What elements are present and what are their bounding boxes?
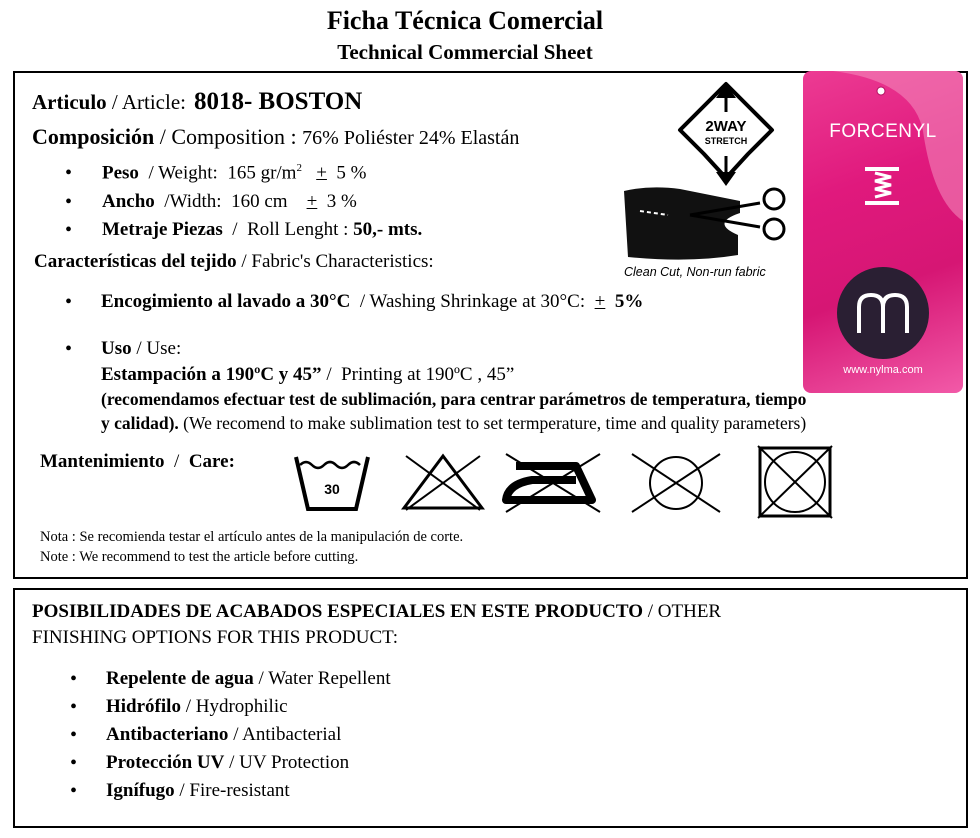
bullet: • <box>70 780 78 802</box>
finishing-item: Protección UV / UV Protection <box>106 752 350 773</box>
care-label-en: Care: <box>188 451 235 472</box>
bullet: • <box>70 724 78 746</box>
printing-es: Estampación a 190ºC y 45” <box>101 364 322 385</box>
bullet: • <box>65 338 73 360</box>
scissors-fabric-icon <box>620 183 796 265</box>
spec-weight-value: 165 gr/m <box>227 162 297 184</box>
no-iron-icon <box>502 452 602 514</box>
tag-brand: FORCENYL <box>829 121 937 142</box>
composition-line: Composición / Composition : 76% Poliéster 24% Elastán <box>32 124 520 149</box>
spec-width-label-es: Ancho <box>102 191 155 212</box>
two-way-stretch-icon <box>668 80 784 190</box>
bullet: • <box>65 291 73 313</box>
spec-width-value: 160 cm <box>231 191 288 212</box>
finishing-item-es: Antibacteriano <box>106 724 229 745</box>
finishing-item-es: Protección UV <box>106 752 225 773</box>
article-line: Articulo / Article: 8018- BOSTON <box>32 88 363 115</box>
spec-weight-sup: 2 <box>296 162 302 174</box>
spec-roll-value: 50,- mts. <box>353 219 423 240</box>
stretch-line2: STRETCH <box>704 136 748 146</box>
stretch-line1: 2WAY <box>705 118 747 135</box>
bullet: • <box>70 696 78 718</box>
characteristics-label-en: Fabric's Characteristics: <box>251 251 434 272</box>
finishing-item: Repelente de agua / Water Repellent <box>106 668 391 689</box>
spec-weight: Peso / Weight: 165 $gr/m^2$ + 5 % <box>102 162 367 184</box>
bullet: • <box>65 191 73 213</box>
characteristics-label-es: Características del tejido <box>34 251 237 272</box>
finishing-item-en: UV Protection <box>239 752 350 773</box>
finishing-title-en-1: OTHER <box>657 601 722 622</box>
tag-url: www.nylma.com <box>843 364 923 376</box>
spec-weight-pm: + <box>316 162 327 184</box>
spec-width-label-en: /Width: <box>164 191 222 212</box>
no-bleach-icon <box>398 452 488 512</box>
recommendation-es-1: (recomendamos efectuar test de sublimación, para centrar parámetros de temperatura, tiempo <box>101 389 807 409</box>
use-heading: Uso / Use: <box>101 338 182 359</box>
recommendation-es-2: y calidad). <box>101 413 179 433</box>
page-title: Ficha Técnica Comercial <box>326 6 604 35</box>
spec-weight-label-es: Peso <box>102 162 139 184</box>
recommendation-line-2 <box>101 413 806 434</box>
finishing-item-es: Hidrófilo <box>106 696 181 717</box>
finishing-title-es: POSIBILIDADES DE ACABADOS ESPECIALES EN ESTE PRODUCTO <box>32 601 643 622</box>
use-label-es: Uso <box>101 338 132 359</box>
no-dry-clean-icon <box>628 452 724 514</box>
note-en: Note : We recommend to test the article before cutting. <box>40 549 359 565</box>
page-subtitle: Technical Commercial Sheet <box>337 40 593 64</box>
recommendation-en: (We recomend to make sublimation test to set termperature, time and quality parameters) <box>183 413 807 433</box>
finishing-item: Hidrófilo / Hydrophilic <box>106 696 288 717</box>
shrinkage-label-en: Washing Shrinkage at 30°C: <box>369 291 586 312</box>
composition-value: 76% Poliéster 24% Elastán <box>302 127 520 149</box>
article-label-es: Articulo <box>32 90 107 114</box>
wash-temp: 30 <box>324 481 340 497</box>
care-label-es: Mantenimiento <box>40 451 165 472</box>
spec-roll: Metraje Piezas / Roll Lenght : 50,- mts. <box>102 219 423 240</box>
bullet: • <box>70 752 78 774</box>
printing-line: Estampación a 190ºC y 45” / Printing at 190ºC , 45” <box>101 364 515 385</box>
spec-weight-tol: 5 % <box>336 162 367 184</box>
article-value: 8018- BOSTON <box>193 88 363 115</box>
spec-roll-label-es: Metraje Piezas <box>102 219 223 240</box>
tag-shape-icon <box>803 71 963 393</box>
bullet: • <box>65 162 73 184</box>
note-es: Nota : Se recomienda testar el artículo antes de la manipulación de corte. <box>40 529 464 545</box>
spec-width-pm: + <box>306 191 318 212</box>
finishing-item-en: Hydrophilic <box>195 696 288 717</box>
shrinkage-pm: + <box>594 291 606 312</box>
spec-roll-label-en: Roll Lenght : <box>247 219 349 240</box>
bullet: • <box>65 219 73 241</box>
printing-en: Printing at 190ºC , 45” <box>341 364 515 385</box>
spec-weight-label-en: Weight: <box>158 162 218 184</box>
brand-tag <box>803 71 963 393</box>
finishing-item-es: Ignífugo <box>106 780 175 801</box>
characteristics-heading: Características del tejido / Fabric's Characteristics: <box>34 251 434 272</box>
use-label-en: Use: <box>146 338 182 359</box>
article-label-en: Article: <box>121 90 186 114</box>
no-tumble-dry-icon <box>752 442 838 522</box>
finishing-item-en: Fire-resistant <box>189 780 290 801</box>
bullet: • <box>70 668 78 690</box>
finishing-item-en: Antibacterial <box>242 724 342 745</box>
shrinkage-label-es: Encogimiento al lavado a 30°C <box>101 291 351 312</box>
composition-label-en: Composition : <box>171 124 297 149</box>
clean-cut-caption: Clean Cut, Non-run fabric <box>624 265 766 279</box>
finishing-item: Ignífugo / Fire-resistant <box>106 780 290 801</box>
spec-width <box>102 191 357 213</box>
finishing-title-line1: POSIBILIDADES DE ACABADOS ESPECIALES EN ESTE PRODUCTO / OTHER <box>32 601 722 622</box>
finishing-item-en: Water Repellent <box>268 668 391 689</box>
wash-30-icon <box>292 453 372 513</box>
spec-width-tol: 3 % <box>326 191 357 212</box>
shrinkage-value: 5% <box>614 291 644 312</box>
finishing-title-en-2: FINISHING OPTIONS FOR THIS PRODUCT: <box>32 627 399 648</box>
shrinkage-line: Encogimiento al lavado a 30°C / Washing Shrinkage at 30°C: + 5% <box>101 291 644 312</box>
finishing-item-es: Repelente de agua <box>106 668 254 689</box>
care-heading: Mantenimiento / Care: <box>40 451 235 472</box>
composition-label-es: Composición <box>32 124 155 149</box>
finishing-item: Antibacteriano / Antibacterial <box>106 724 342 745</box>
